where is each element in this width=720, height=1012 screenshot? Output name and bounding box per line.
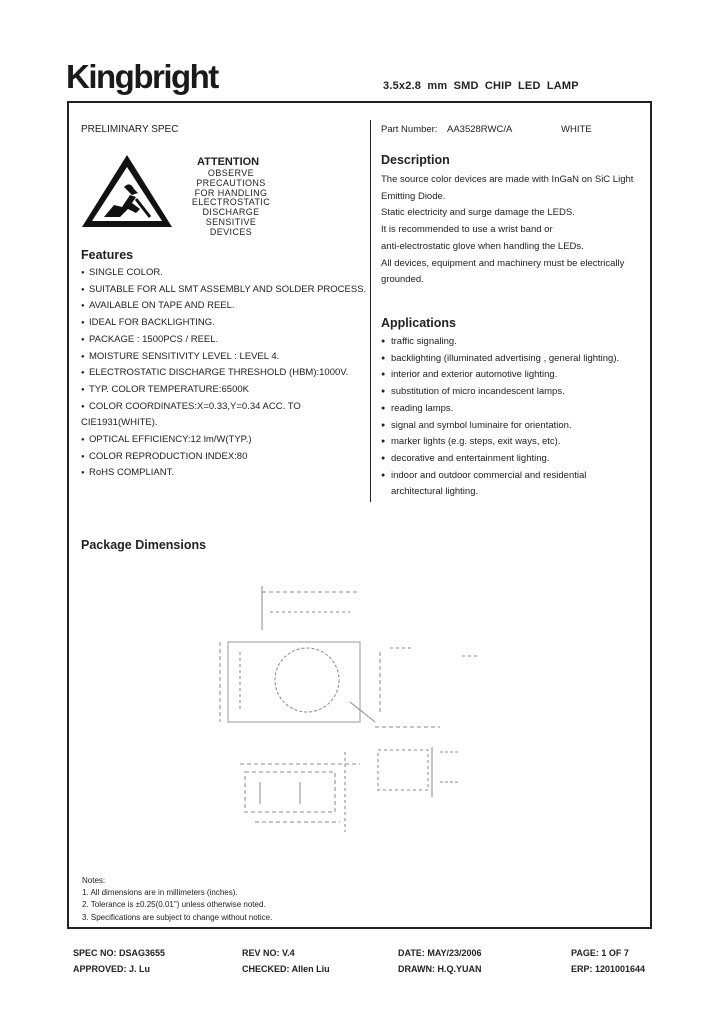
notes-heading: Notes:	[82, 876, 106, 885]
document-date: DATE: MAY/23/2006	[398, 948, 482, 958]
part-number-label: Part Number:	[381, 124, 438, 135]
feature-item: ● ELECTROSTATIC DISCHARGE THRESHOLD (HBM):1000V.	[81, 365, 366, 382]
approved-by: APPROVED: J. Lu	[73, 964, 151, 974]
application-item: ● indoor and outdoor commercial and residential	[381, 468, 619, 485]
application-item: ● backlighting (illuminated advertising , general lighting).	[381, 351, 619, 368]
applications-heading: Applications	[381, 316, 457, 330]
description-line: grounded.	[381, 274, 424, 286]
description-line: It is recommended to use a wrist band or	[381, 224, 553, 236]
package-dimensions-drawing	[200, 582, 480, 842]
application-item: ● signal and symbol luminaire for orientation.	[381, 418, 619, 435]
application-item: ● substitution of micro incandescent lamps.	[381, 384, 619, 401]
package-heading: Package Dimensions	[81, 538, 207, 552]
esd-warning-icon	[80, 153, 174, 229]
feature-item: ● SUITABLE FOR ALL SMT ASSEMBLY AND SOLDER PROCESS.	[81, 282, 366, 299]
description-line: Emitting Diode.	[381, 190, 446, 202]
feature-item: ● MOISTURE SENSITIVITY LEVEL : LEVEL 4.	[81, 349, 366, 366]
description-line: The source color devices are made with InGaN on SiC Light	[381, 174, 634, 185]
attention-title: ATTENTION	[197, 156, 260, 168]
document-title: 3.5x2.8 mm SMD CHIP LED LAMP	[383, 80, 579, 92]
feature-item: ● COLOR REPRODUCTION INDEX:80	[81, 449, 366, 466]
description-line: All devices, equipment and machinery must be electrically	[381, 257, 625, 269]
features-list	[81, 265, 366, 482]
note-line: 1. All dimensions are in millimeters (inches).	[82, 888, 238, 898]
attention-line: DISCHARGE	[202, 207, 260, 218]
feature-item: ● OPTICAL EFFICIENCY:12 lm/W(TYP.)	[81, 432, 366, 449]
attention-line: OBSERVE PRECAUTIONS	[196, 168, 266, 188]
features-heading: Features	[81, 248, 134, 262]
application-item: ● traffic signaling.	[381, 334, 619, 351]
application-item-continued: architectural lighting.	[391, 486, 479, 498]
erp-number: ERP: 1201001644	[571, 964, 646, 974]
drawn-by: DRAWN: H.Q.YUAN	[398, 964, 482, 974]
attention-line: DEVICES	[209, 226, 253, 237]
feature-item: ● AVAILABLE ON TAPE AND REEL.	[81, 298, 366, 315]
attention-text	[178, 169, 284, 238]
feature-item: ● IDEAL FOR BACKLIGHTING.	[81, 315, 366, 332]
feature-item: ● SINGLE COLOR.	[81, 265, 366, 282]
feature-item: ● PACKAGE : 1500PCS / REEL.	[81, 332, 366, 349]
applications-list	[381, 334, 619, 501]
application-item: ● decorative and entertainment lighting.	[381, 451, 619, 468]
application-item: ● reading lamps.	[381, 401, 619, 418]
feature-item: ● COLOR COORDINATES:X=0.33,Y=0.34 ACC. TO	[81, 399, 366, 416]
column-divider	[370, 120, 371, 502]
attention-line: FOR HANDLING	[194, 187, 268, 198]
note-line: 2. Tolerance is ±0.25(0.01") unless otherwise noted.	[82, 900, 266, 910]
note-line: 3. Specifications are subject to change without notice.	[82, 912, 273, 922]
attention-line: SENSITIVE	[205, 216, 257, 227]
notes-section	[82, 875, 272, 924]
checked-by: CHECKED: Allen Liu	[242, 964, 330, 974]
revision-number: REV NO: V.4	[242, 948, 295, 958]
description-text	[381, 172, 651, 289]
feature-item: ● RoHS COMPLIANT.	[81, 465, 366, 482]
application-item: ● marker lights (e.g. steps, exit ways, etc).	[381, 434, 619, 451]
description-line: Static electricity and surge damage the LEDS.	[381, 207, 575, 219]
led-color: WHITE	[561, 124, 592, 135]
part-number: AA3528RWC/A	[447, 124, 513, 135]
brand-logo: Kingbright	[66, 58, 218, 95]
description-line: anti-electrostatic glove when handling the LEDs.	[381, 240, 584, 252]
attention-line: ELECTROSTATIC	[191, 197, 271, 208]
feature-item-continued: CIE1931(WHITE).	[81, 417, 158, 429]
feature-item: ● TYP. COLOR TEMPERATURE:6500K	[81, 382, 366, 399]
page-number: PAGE: 1 OF 7	[571, 948, 629, 958]
spec-number: SPEC NO: DSAG3655	[73, 948, 166, 958]
description-heading: Description	[381, 153, 450, 167]
preliminary-label: PRELIMINARY SPEC	[81, 124, 179, 135]
application-item: ● interior and exterior automotive lighting.	[381, 367, 619, 384]
